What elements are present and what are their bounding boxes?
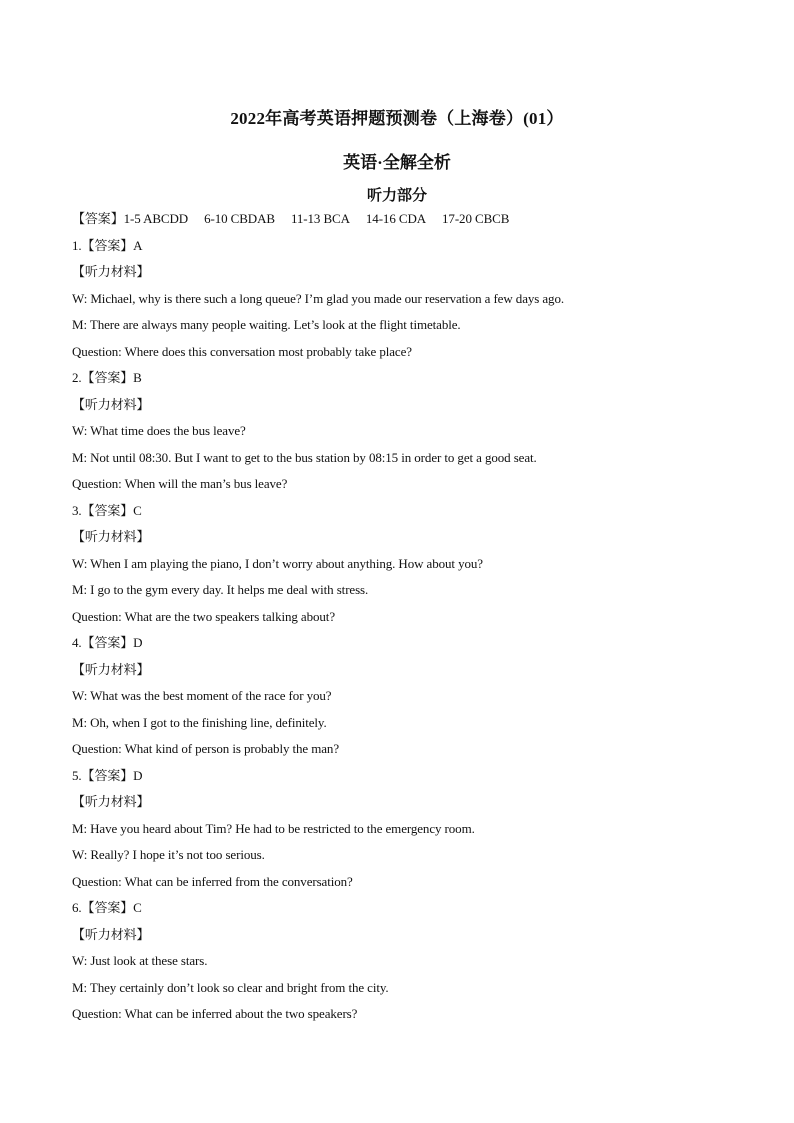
dialogue-line: M: They certainly don’t look so clear and bright from the city. [72,980,389,995]
answer-group: 11-13 BCA [290,211,350,226]
dialogue-line: M: Oh, when I got to the finishing line, definitely. [72,715,327,730]
listening-material-label: 【听力材料】 [72,529,150,544]
question-line: Question: What are the two speakers talking about? [72,609,335,624]
question-line: Question: What kind of person is probably the man? [72,741,339,756]
question-line: Question: When will the man’s bus leave? [72,476,288,491]
question-line: Question: Where does this conversation most probably take place? [72,344,412,359]
question-line: Question: What can be inferred about the two speakers? [72,1006,358,1021]
question-line: Question: What can be inferred from the conversation? [72,874,353,889]
dialogue-line: W: Really? I hope it’s not too serious. [72,847,265,862]
dialogue-line: W: What was the best moment of the race for you? [72,688,332,703]
answer-group: 1-5 ABCDD [123,211,189,226]
question-answer: 2.【答案】B [72,370,142,385]
listening-material-label: 【听力材料】 [72,397,150,412]
answer-group: 6-10 CBDAB [204,211,275,226]
section-heading: 听力部分 [366,188,427,204]
dialogue-line: M: I go to the gym every day. It helps me deal with stress. [72,582,369,597]
dialogue-line: W: Michael, why is there such a long queue? I’m glad you made our reservation a few days ago. [72,291,564,306]
dialogue-line: M: Have you heard about Tim? He had to be restricted to the emergency room. [72,821,475,836]
listening-material-label: 【听力材料】 [72,927,150,942]
question-answer: 5.【答案】D [72,768,143,783]
document-subtitle: 英语·全解全析 [343,153,451,172]
dialogue-line: M: Not until 08:30. But I want to get to the bus station by 08:15 in order to get a good seat. [72,450,537,465]
document-title: 2022年高考英语押题预测卷（上海卷）(01） [230,109,564,128]
dialogue-line: W: When I am playing the piano, I don’t worry about anything. How about you? [72,556,483,571]
question-answer: 6.【答案】C [72,900,142,915]
question-answer: 3.【答案】C [72,503,142,518]
listening-material-label: 【听力材料】 [72,794,150,809]
listening-material-label: 【听力材料】 [72,662,150,677]
answer-group: 17-20 CBCB [442,211,510,226]
answer-group: 14-16 CDA [365,211,427,226]
dialogue-line: M: There are always many people waiting. Let’s look at the flight timetable. [72,317,461,332]
dialogue-line: W: Just look at these stars. [72,953,208,968]
dialogue-line: W: What time does the bus leave? [72,423,246,438]
answer-summary [72,210,525,228]
answer-summary-label: 【答案】 [72,211,124,226]
listening-material-label: 【听力材料】 [72,264,150,279]
question-answer: 1.【答案】A [72,238,143,253]
question-answer: 4.【答案】D [72,635,143,650]
